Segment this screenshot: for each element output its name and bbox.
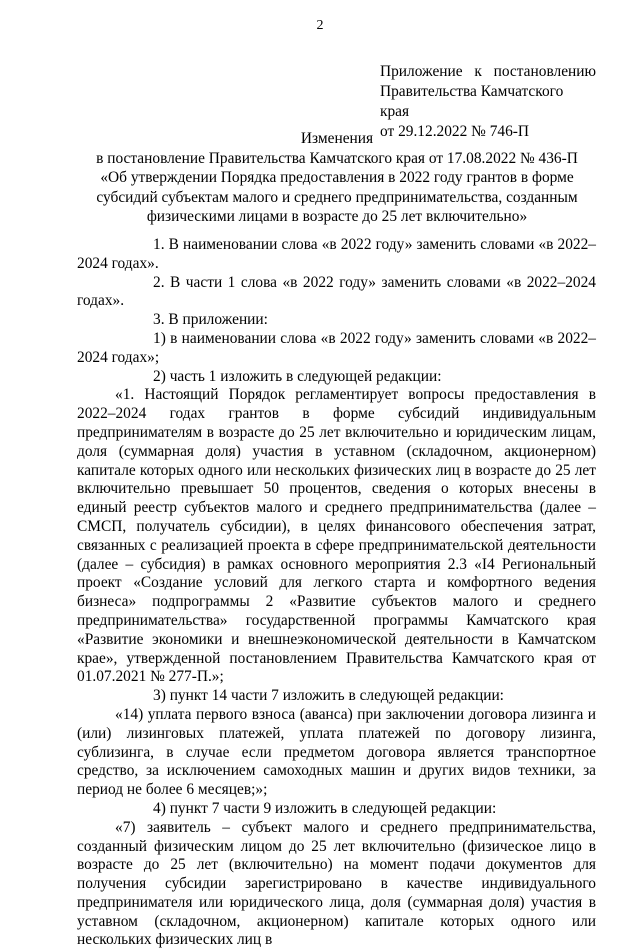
item-number: 2): [153, 367, 166, 385]
paragraph: [77, 236, 596, 274]
item-number: 4): [153, 799, 166, 817]
item-number: 2.: [153, 273, 165, 291]
item-number: 1): [153, 329, 166, 347]
paragraph: [77, 330, 596, 368]
heading-line: субсидий субъектам малого и среднего предпринимательства, созданным: [96, 188, 578, 206]
paragraph-text: «1. Настоящий Порядок регламентирует вопросы предоставления в 2022–2024 годах грантов в форме субсидий индивидуальным предпринимателям в возрасте до 25 лет включительно и юридическим лицам, доля (суммарная доля) участия в уставном (складочном, акционерном) капитале которых одного или нескольких физических лиц в возрасте до 25 лет включительно превышает 50 процентов, сведения о которых внесены в единый реестр субъектов малого и среднего предпринимательства (далее – СМСП, получатель субсидии), в целях финансового обеспечения затрат, связанных с реализацией проекта в сфере предпринимательской деятельности (далее – субсидия) в рамках основного мероприятия 2.3 «I4 Региональный проект «Создание условий для легкого старта и комфортного ведения бизнеса» подпрограммы 2 «Развитие субъектов малого и среднего предпринимательства» государственной программы Камчатского края «Развитие экономики и внешнеэкономической деятельности в Камчатском крае», утвержденной постановлением Правительства Камчатского края от 01.07.2021 № 277-П.»;: [77, 386, 596, 686]
annex-line: от 29.12.2022 № 746-П: [380, 123, 530, 140]
document-heading: [77, 129, 597, 227]
item-number: 1.: [153, 236, 165, 253]
item-number: 3.: [153, 311, 165, 329]
paragraph: [77, 687, 596, 706]
paragraph: [77, 800, 596, 819]
heading-title: Изменения: [300, 130, 374, 147]
paragraph: [77, 386, 596, 687]
paragraph-text: в наименовании слова «в 2022 году» заменить словами «в 2022–2024 годах»;: [77, 329, 596, 366]
heading-line: в постановление Правительства Камчатского края от 17.08.2022 № 436-П: [96, 149, 578, 167]
paragraph: [77, 819, 596, 950]
heading-line: физическими лицами в возрасте до 25 лет включительно»: [146, 208, 528, 226]
heading-line: «Об утверждении Порядка предоставления в 2022 году грантов в форме: [100, 169, 574, 187]
paragraph-text: «7) заявитель – субъект малого и среднего предпринимательства, созданный физическим лицом до 25 лет включительно (физическое лицо в возрасте до 25 лет (включительно) на момент подачи документов для получения субсидии зарегистрировано в качестве индивидуального предпринимателя или юридического лица, доля (суммарная доля) участия в уставном (складочном, акционерном) капитале которых одного или нескольких физических лиц в: [77, 818, 596, 949]
paragraph-text: пункт 7 части 9 изложить в следующей редакции:: [169, 799, 497, 817]
annex-line: Приложение к постановлению: [380, 63, 596, 80]
paragraph-text: В части 1 слова «в 2022 году» заменить словами «в 2022–2024 годах».: [77, 273, 596, 310]
paragraph-text: «14) уплата первого взноса (аванса) при заключении договора лизинга и (или) лизинговых платежей, уплата платежей по договору лизинга, сублизинга, в случае если предметом договора является транспортное средство, за исключением самоходных машин и других видов техники, за период не более 6 месяцев;»;: [77, 705, 596, 799]
document-body: [77, 236, 596, 950]
item-number: 3): [153, 687, 166, 705]
paragraph-text: В приложении:: [168, 311, 268, 329]
paragraph: [77, 368, 596, 387]
paragraph-text: В наименовании слова «в 2022 году» заменить словами «в 2022–2024 годах».: [77, 236, 596, 272]
paragraph-text: часть 1 изложить в следующей редакции:: [169, 367, 442, 385]
paragraph: [77, 274, 596, 312]
paragraph: [77, 311, 596, 330]
paragraph: [77, 706, 596, 800]
paragraph-text: пункт 14 части 7 изложить в следующей редакции:: [169, 687, 504, 705]
annex-line: Правительства Камчатского края: [380, 83, 564, 120]
page-number: 2: [316, 18, 324, 33]
